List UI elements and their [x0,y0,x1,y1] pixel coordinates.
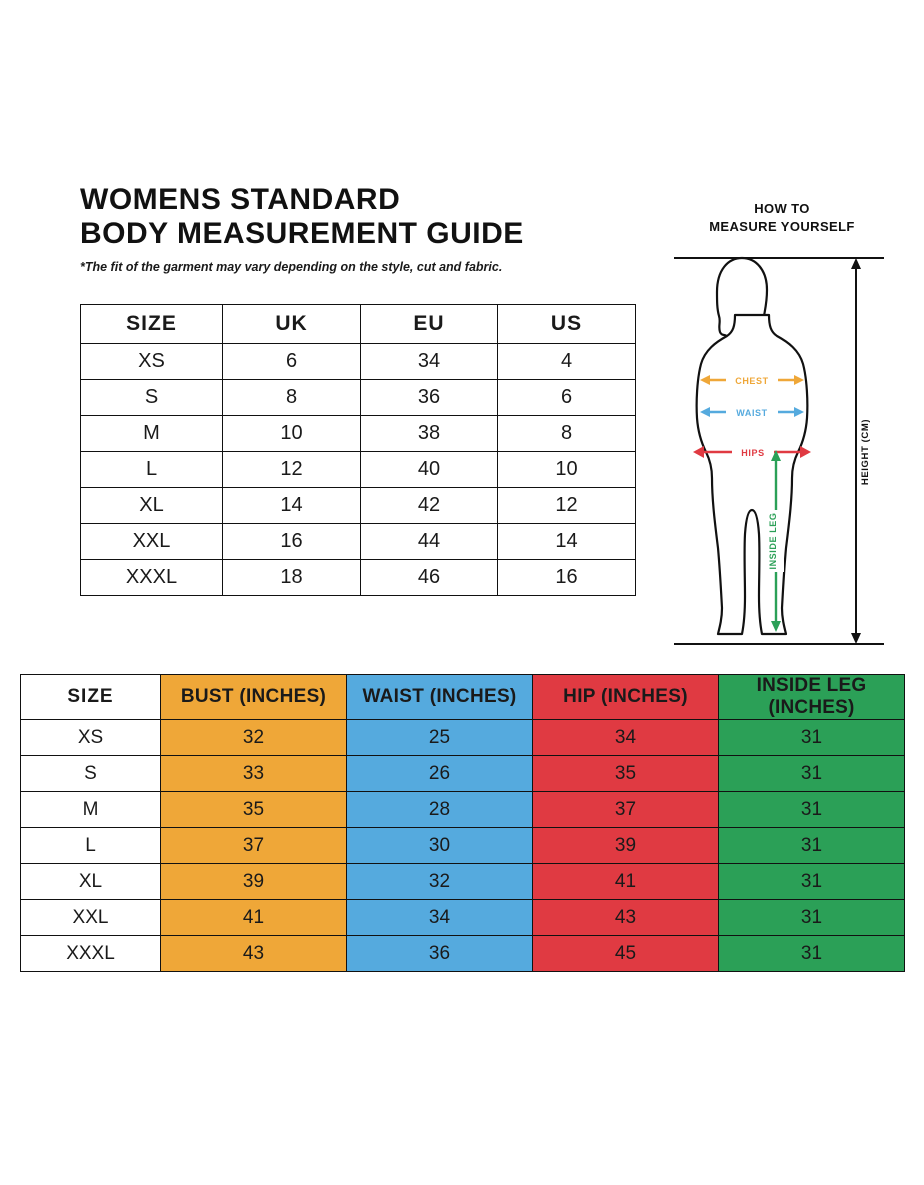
table-row [21,864,905,900]
cell-us: 14 [498,524,636,560]
cell-eu: 42 [361,488,498,524]
cell-bust: 32 [161,720,347,756]
cell-waist: 32 [347,864,533,900]
table-row [21,900,905,936]
table-header-row [21,675,905,720]
cell-eu: 38 [361,416,498,452]
cell-size: M [81,416,223,452]
how-to-measure-panel [660,200,904,660]
cell-bust: 33 [161,756,347,792]
cell-hip: 43 [533,900,719,936]
cell-size: L [21,828,161,864]
cell-eu: 46 [361,560,498,596]
cell-hip: 39 [533,828,719,864]
cell-size: L [81,452,223,488]
table-row [21,792,905,828]
cell-uk: 6 [223,344,361,380]
cell-hip: 45 [533,936,719,972]
cell-eu: 34 [361,344,498,380]
title-line-1: WOMENS STANDARD [80,183,401,216]
cell-waist: 26 [347,756,533,792]
cell-waist: 30 [347,828,533,864]
table-row [21,720,905,756]
column-header-uk: UK [223,305,361,344]
cell-uk: 10 [223,416,361,452]
cell-eu: 40 [361,452,498,488]
column-header-eu: EU [361,305,498,344]
cell-bust: 41 [161,900,347,936]
cell-size: XL [21,864,161,900]
cell-waist: 28 [347,792,533,828]
cell-inside-leg: 31 [719,864,905,900]
table-header-row [81,305,636,344]
cell-size: XXXL [81,560,223,596]
cell-us: 8 [498,416,636,452]
cell-waist: 36 [347,936,533,972]
cell-hip: 34 [533,720,719,756]
cell-us: 10 [498,452,636,488]
fit-disclaimer: *The fit of the garment may vary depending on the style, cut and fabric. [80,260,503,275]
cell-inside-leg: 31 [719,936,905,972]
cell-bust: 43 [161,936,347,972]
cell-waist: 25 [347,720,533,756]
cell-inside-leg: 31 [719,792,905,828]
cell-hip: 35 [533,756,719,792]
column-header-us: US [498,305,636,344]
cell-uk: 14 [223,488,361,524]
cell-size: XS [81,344,223,380]
cell-bust: 37 [161,828,347,864]
table-row [21,756,905,792]
how-to-title-line-1: HOW TO [754,201,810,216]
column-header-waist: WAIST (INCHES) [347,675,533,720]
cell-us: 4 [498,344,636,380]
waist-label: WAIST [736,408,768,418]
inside-leg-label: INSIDE LEG [768,512,778,570]
cell-us: 16 [498,560,636,596]
column-header-bust: BUST (INCHES) [161,675,347,720]
table-row [81,524,636,560]
cell-inside-leg: 31 [719,720,905,756]
column-header-size: SIZE [81,305,223,344]
table-row [81,452,636,488]
cell-uk: 12 [223,452,361,488]
body-measurement-diagram [660,252,904,652]
page-title [80,183,680,274]
cell-inside-leg: 31 [719,756,905,792]
table-row [81,560,636,596]
cell-size: XL [81,488,223,524]
cell-us: 12 [498,488,636,524]
height-label: HEIGHT (CM) [860,418,871,486]
table-row [21,936,905,972]
title-line-2: BODY MEASUREMENT GUIDE [80,216,524,250]
size-conversion-table [80,304,636,596]
table-row [81,344,636,380]
cell-size: S [21,756,161,792]
cell-size: XXL [21,900,161,936]
cell-eu: 44 [361,524,498,560]
table-row [81,380,636,416]
how-to-title-line-2: MEASURE YOURSELF [709,218,855,234]
chest-label: CHEST [735,376,769,386]
hips-label: HIPS [741,448,765,458]
body-measurements-table [20,674,905,972]
cell-uk: 8 [223,380,361,416]
cell-inside-leg: 31 [719,900,905,936]
cell-inside-leg: 31 [719,828,905,864]
cell-size: XS [21,720,161,756]
column-header-inside-leg: INSIDE LEG (INCHES) [719,675,905,720]
cell-uk: 18 [223,560,361,596]
cell-bust: 35 [161,792,347,828]
how-to-measure-title [660,200,904,235]
cell-size: M [21,792,161,828]
cell-eu: 36 [361,380,498,416]
column-header-size: SIZE [21,675,161,720]
cell-waist: 34 [347,900,533,936]
cell-uk: 16 [223,524,361,560]
table-row [21,828,905,864]
cell-us: 6 [498,380,636,416]
cell-size: S [81,380,223,416]
column-header-hip: HIP (INCHES) [533,675,719,720]
cell-bust: 39 [161,864,347,900]
cell-hip: 37 [533,792,719,828]
cell-hip: 41 [533,864,719,900]
cell-size: XXL [81,524,223,560]
table-row [81,416,636,452]
table-row [81,488,636,524]
cell-size: XXXL [21,936,161,972]
